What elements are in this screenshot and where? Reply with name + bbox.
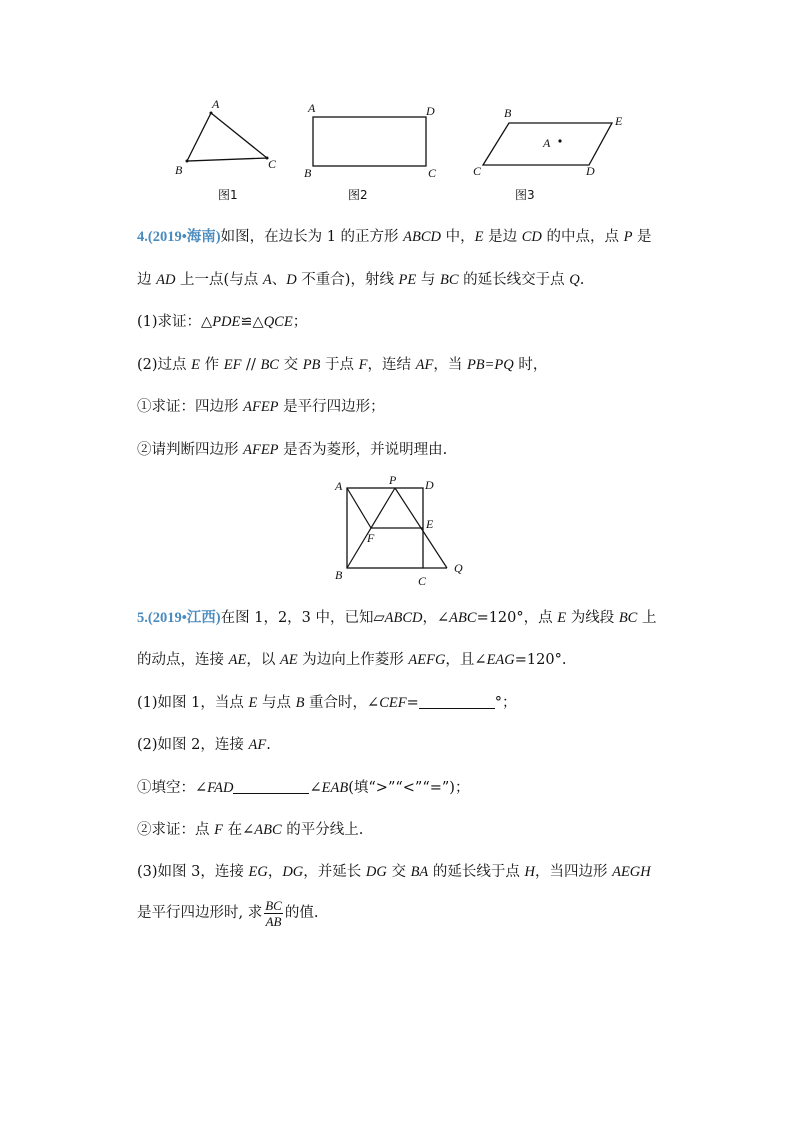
fig2-label-b: B [304,166,312,180]
fig2-label-c: C [428,166,437,180]
figure-1-triangle [175,97,277,202]
p5-answer-blank-2[interactable] [233,779,309,794]
figure-3-parallelogram [473,106,623,202]
p4-line-3: (1)求证：△PDE≌△QCE； [137,314,308,330]
p4-line-5: ①求证：四边形 AFEP 是平行四边形； [137,399,385,415]
fig1-label-b: B [175,163,183,177]
p4fig-label-p: P [389,473,397,487]
p5-line-1: 5.(2019•江西)在图 1，2，3 中，已知▱ABCD，∠ABC=120°，点 E 为线段 BC 上 [137,610,657,626]
fig3-label-e: E [615,114,623,128]
fig3-label-d: D [586,164,595,178]
p4-line-1: 4.(2019•海南)如图，在边长为 1 的正方形 ABCD 中，E 是边 CD 的中点，点 P 是 [137,229,652,245]
p4-figure-square [325,472,475,592]
p4fig-label-q: Q [454,561,463,575]
p5-line-5: ①填空：∠FAD ∠EAB(填“>”“<”“=”)； [137,780,470,796]
fig3-label-b: B [504,106,512,120]
figure-2-rectangle [304,101,437,202]
fig2-caption: 图2 [348,188,368,202]
fig3-label-a: A [543,136,551,150]
p5-line-4: (2)如图 2，连接 AF. [137,737,271,753]
p4fig-label-c: C [418,574,427,588]
figures-1-2-3 [160,95,650,210]
p4fig-label-a: A [335,479,343,493]
p5-line-3: (1)如图 1，当点 E 与点 B 重合时，∠CEF= °； [137,695,517,711]
fig2-label-a: A [308,101,316,115]
p5-line-2: 的动点，连接 AE，以 AE 为边向上作菱形 AEFG，且∠EAG=120°. [137,652,567,668]
p5-line-8: 是平行四边形时, 求 $\frac{BC}{AB}$ 的值. [137,897,319,929]
p4fig-label-e: E [426,517,434,531]
fig1-label-a: A [212,97,220,111]
p4-source: 4.(2019•海南) [137,229,221,245]
fig2-label-d: D [426,104,435,118]
fig3-caption: 图3 [515,188,535,202]
p4-line-4: (2)过点 E 作 EF // BC 交 PB 于点 F，连结 AF，当 PB=PQ 时， [137,357,548,373]
p4fig-label-f: F [367,531,375,545]
fig3-label-c: C [473,164,482,178]
fraction-bc-over-ab: $\frac{BC}{AB}$ [265,897,282,929]
p4-line-6: ②请判断四边形 AFEP 是否为菱形，并说明理由. [137,442,448,458]
p5-source: 5.(2019•江西) [137,610,221,626]
p5-line-6: ②求证：点 F 在∠ABC 的平分线上. [137,822,364,838]
p4fig-label-d: D [425,478,434,492]
p4fig-label-b: B [335,568,343,582]
p5-answer-blank-1[interactable] [419,694,495,709]
p4-line-2: 边 AD 上一点(与点 A、D 不重合)，射线 PE 与 BC 的延长线交于点 Q. [137,272,585,288]
fig1-label-c: C [268,157,277,171]
fig1-caption: 图1 [218,188,238,202]
p5-line-7: (3)如图 3，连接 EG，DG，并延长 DG 交 BA 的延长线于点 H，当四边形 AEGH [137,864,651,880]
